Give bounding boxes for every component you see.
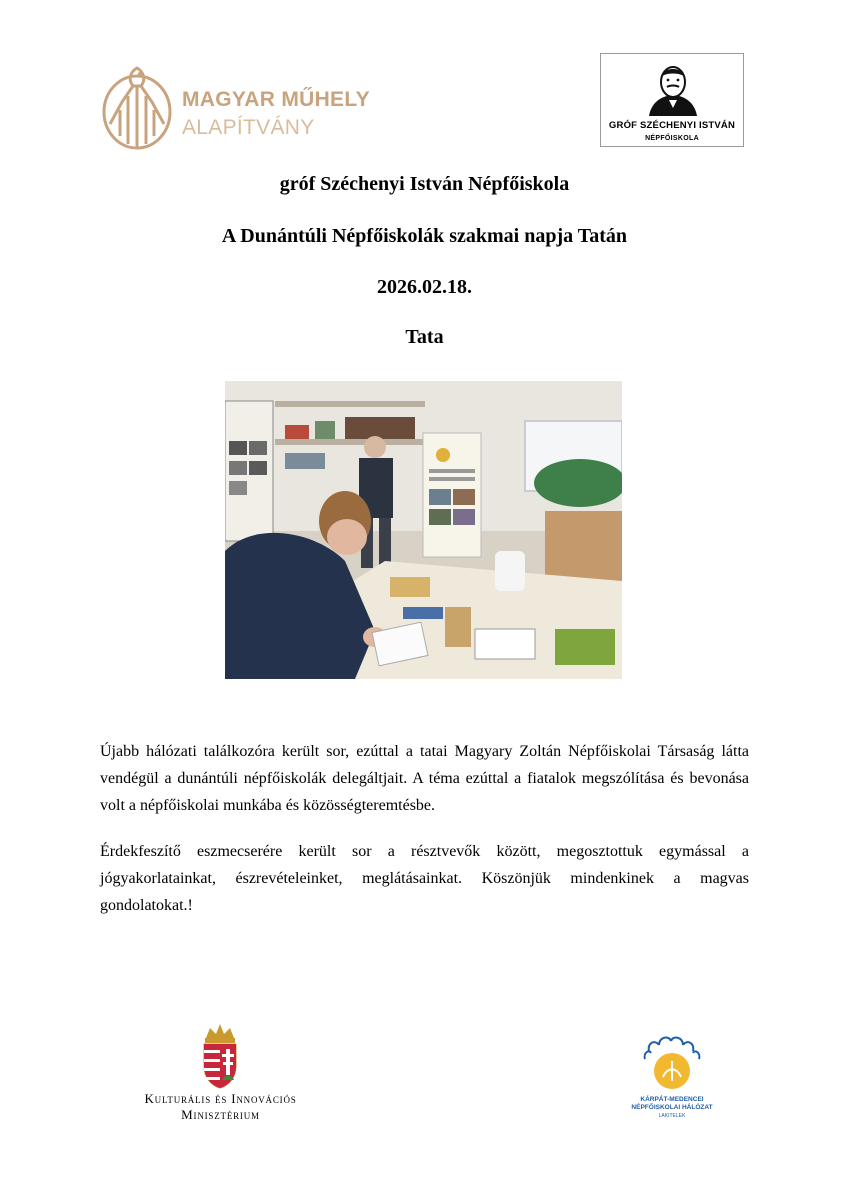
school-title: gróf Széchenyi István Népfőiskola xyxy=(279,173,570,195)
szechenyi-logo-name: GRÓF SZÉCHENYI ISTVÁN xyxy=(608,120,736,131)
ministry-name-line2: Minisztérium xyxy=(181,1107,260,1122)
body-paragraph: Újabb hálózati találkozóra került sor, ezúttal a tatai Magyary Zoltán Népfőiskolai Társaság látta vendégül a dunántúli népfőiskolák delegáltjait. A téma ezúttal a fiatalok megszólítása és bevonása volt a népfőiskolai munkába és közösségteremtésbe. xyxy=(100,743,749,814)
hungarian-coat-of-arms-icon xyxy=(200,1022,240,1090)
event-photo xyxy=(225,381,622,679)
network-name-line1: KÁRPÁT-MEDENCEI xyxy=(640,1096,704,1103)
event-date: 2026.02.18. xyxy=(377,276,472,298)
magyar-muhely-eagle-emblem-icon xyxy=(100,62,174,152)
event-place: Tata xyxy=(405,326,444,348)
event-title: A Dunántúli Népfőiskolák szakmai napja Tatán xyxy=(221,225,628,247)
karpat-medencei-network-emblem-icon xyxy=(641,1033,703,1095)
ministry-logo xyxy=(128,1022,313,1126)
body-paragraph: Érdekfeszítő eszmecserére került sor a résztvevők között, megosztottuk egymással a jógyakorlatainkat, észrevételeinket, meglátásainkat. Köszönjük mindenkinek a magvas gondolatokat.! xyxy=(100,843,749,914)
network-logo xyxy=(618,1033,726,1127)
magyar-muhely-name: MAGYAR MŰHELY xyxy=(182,88,370,111)
szechenyi-portrait-icon xyxy=(647,60,699,116)
szechenyi-logo-subtitle: NÉPFŐISKOLA xyxy=(645,135,699,142)
ministry-name-line1: Kulturális és Innovációs xyxy=(144,1091,297,1106)
magyar-muhely-logo xyxy=(100,62,400,154)
network-name-line2: NÉPFŐISKOLAI HÁLÓZAT xyxy=(631,1104,713,1111)
szechenyi-nepfoiskola-logo xyxy=(600,53,744,147)
magyar-muhely-subtitle: ALAPÍTVÁNY xyxy=(182,116,315,139)
network-location: LAKITELEK xyxy=(658,1113,686,1119)
